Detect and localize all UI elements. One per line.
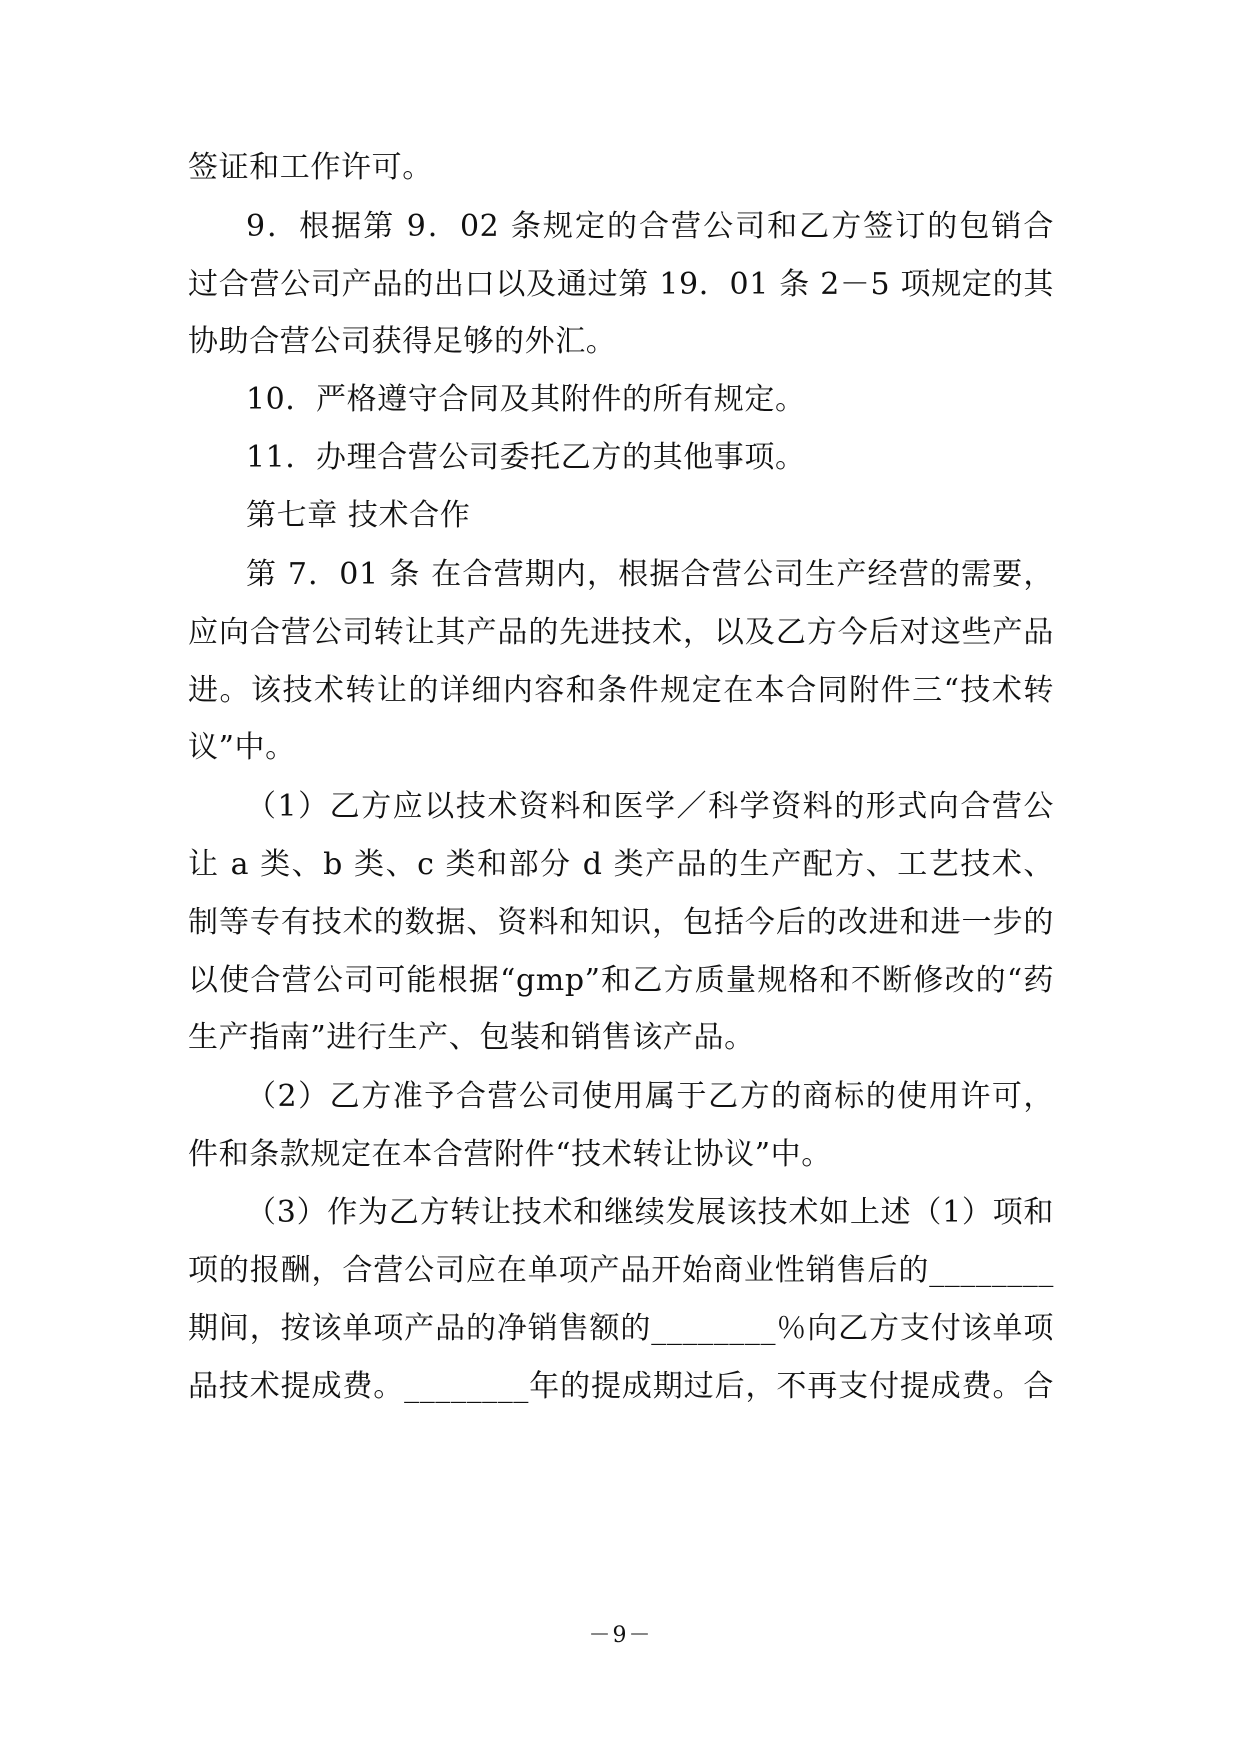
text-line: 进。该技术转让的详细内容和条件规定在本合同附件三“技术转 [188, 673, 1054, 708]
text-line: 生产指南”进行生产、包装和销售该产品。 [188, 1020, 755, 1055]
text-line: 品技术提成费。________年的提成期过后，不再支付提成费。合 [188, 1369, 1054, 1404]
text-line: 签证和工作许可。 [188, 150, 433, 185]
text-line: 件和条款规定在本合营附件“技术转让协议”中。 [188, 1137, 832, 1172]
text-line: 过合营公司产品的出口以及通过第 19．01 条 2－5 项规定的其 [188, 267, 1054, 302]
text-line: 让 a 类、b 类、c 类和部分 d 类产品的生产配方、工艺技术、 [188, 847, 1054, 882]
text-line: 制等专有技术的数据、资料和知识，包括今后的改进和进一步的 [188, 905, 1054, 940]
text-line: （2）乙方准予合营公司使用属于乙方的商标的使用许可， [246, 1079, 1054, 1114]
text-line: 以使合营公司可能根据“gmp”和乙方质量规格和不断修改的“药 [188, 963, 1054, 998]
text-line: 议”中。 [188, 730, 296, 765]
text-line: 期间，按该单项产品的净销售额的________％向乙方支付该单项 [188, 1311, 1054, 1346]
text-line: （1）乙方应以技术资料和医学／科学资料的形式向合营公 [246, 789, 1054, 824]
text-line: 10．严格遵守合同及其附件的所有规定。 [246, 382, 806, 417]
section-heading: 第七章 技术合作 [246, 498, 471, 533]
text-line: （3）作为乙方转让技术和继续发展该技术如上述（1）项和 [246, 1195, 1054, 1230]
text-line: 9．根据第 9．02 条规定的合营公司和乙方签订的包销合 [246, 209, 1054, 244]
text-line: 协助合营公司获得足够的外汇。 [188, 324, 617, 359]
text-line: 项的报酬，合营公司应在单项产品开始商业性销售后的________ [188, 1253, 1054, 1288]
page-number: －9－ [588, 1623, 653, 1648]
text-line: 11．办理合营公司委托乙方的其他事项。 [246, 440, 806, 475]
text-line: 第 7．01 条 在合营期内，根据合营公司生产经营的需要， [246, 557, 1054, 592]
text-line: 应向合营公司转让其产品的先进技术，以及乙方今后对这些产品 [188, 615, 1054, 650]
